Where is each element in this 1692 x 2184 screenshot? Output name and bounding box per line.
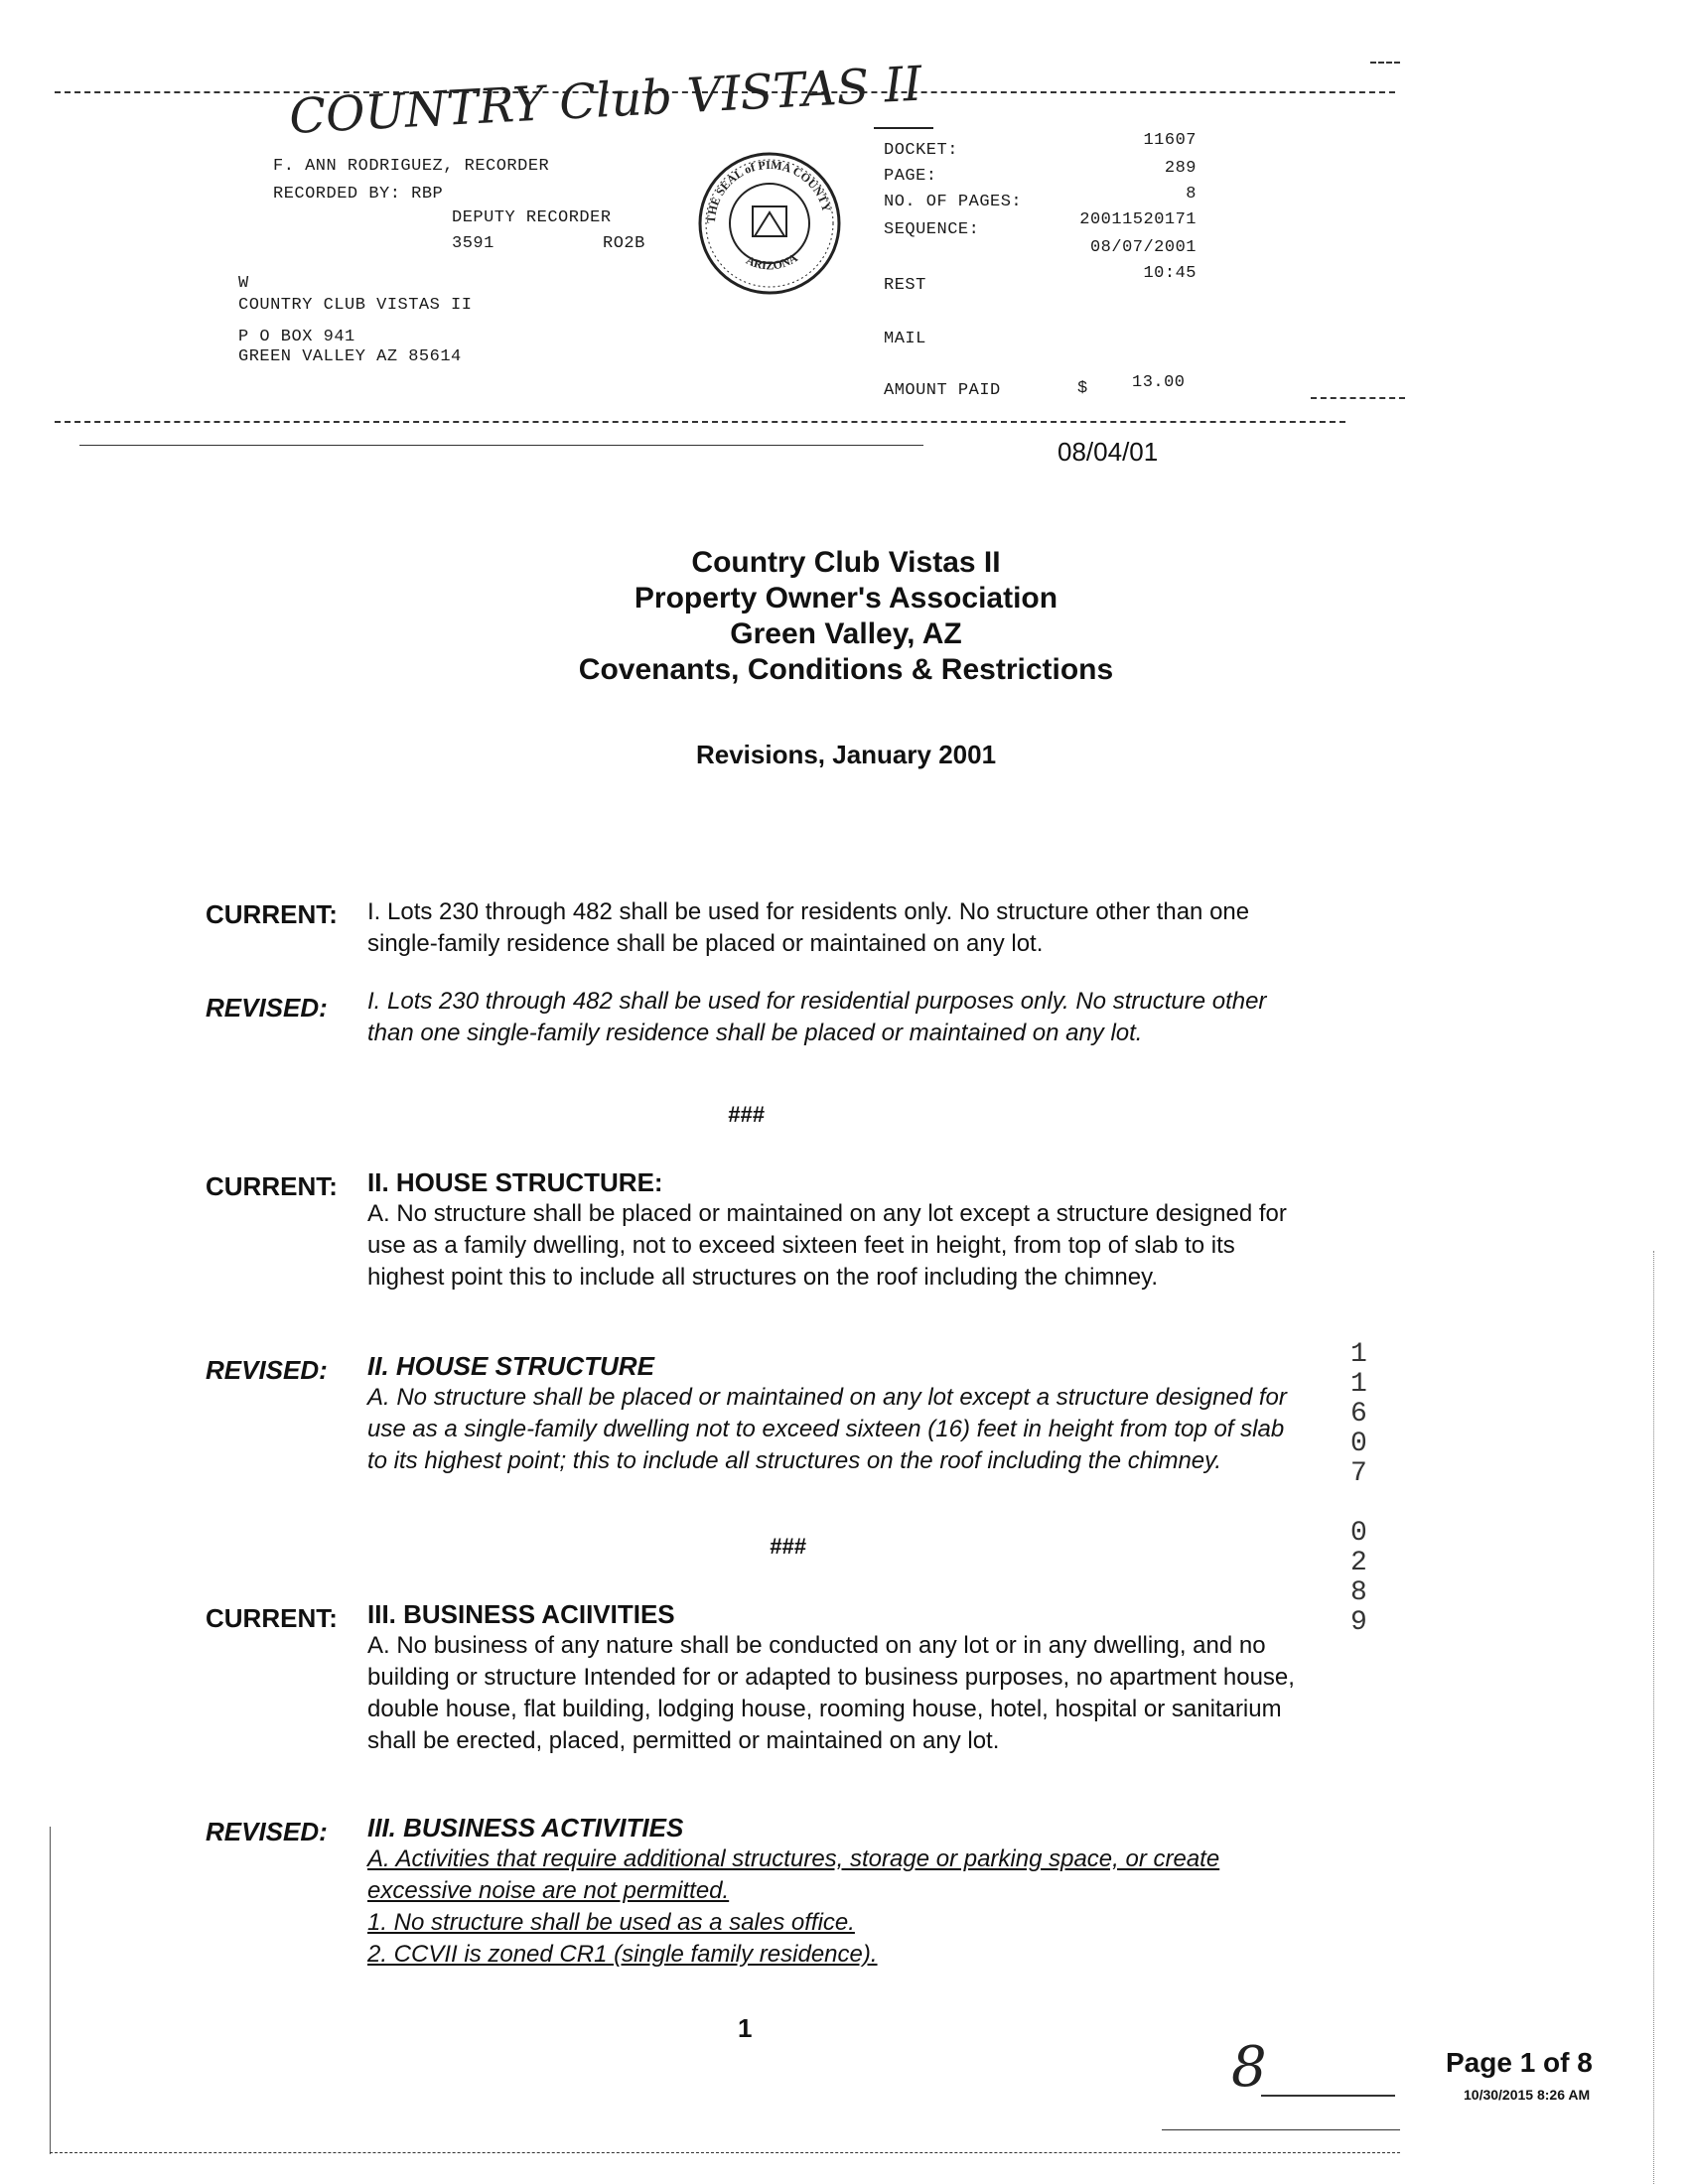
page-number: 1 bbox=[738, 2013, 753, 2043]
margin-digit: 0 bbox=[1350, 1429, 1367, 1459]
amount-label: AMOUNT PAID bbox=[884, 381, 1001, 400]
title-line-4: Covenants, Conditions & Restrictions bbox=[578, 653, 1114, 686]
margin-digit: 0 bbox=[1350, 1518, 1367, 1549]
s2-current-block bbox=[367, 1166, 1301, 1294]
right-scan-edge bbox=[1653, 1251, 1654, 2184]
docket-label: DOCKET: bbox=[884, 141, 958, 160]
bottom-rule bbox=[50, 2152, 1400, 2153]
s3-current-label: CURRENT: bbox=[206, 1603, 338, 1633]
s3-revised-line-1: A. Activities that require additional structures, storage or parking space, or create excessive noise are not permitted. bbox=[367, 1845, 1220, 1904]
sequence-label: SEQUENCE: bbox=[884, 220, 980, 239]
title-line-2: Property Owner's Association bbox=[634, 582, 1058, 614]
amount-value: 13.00 bbox=[1132, 373, 1186, 392]
pages-value: 8 bbox=[1186, 185, 1197, 204]
footer-timestamp: 10/30/2015 8:26 AM bbox=[1464, 2087, 1591, 2103]
top-right-dash bbox=[1370, 62, 1400, 64]
s2-current-heading: II. HOUSE STRUCTURE: bbox=[367, 1167, 663, 1197]
recorded-time: 10:45 bbox=[1143, 264, 1197, 283]
s3-revised-heading: III. BUSINESS ACTIVITIES bbox=[367, 1813, 684, 1843]
title-line-3: Green Valley, AZ bbox=[730, 617, 962, 650]
s3-revised-line-3: 2. CCVII is zoned CR1 (single family residence). bbox=[367, 1941, 878, 1968]
margin-digit: 2 bbox=[1350, 1548, 1367, 1578]
deputy-number: 3591 bbox=[452, 234, 494, 253]
address-name: COUNTRY CLUB VISTAS II bbox=[238, 296, 473, 315]
seal-bottom-text: ARIZONA bbox=[744, 250, 800, 273]
header-rule bbox=[55, 421, 1345, 423]
page-label: PAGE: bbox=[884, 167, 937, 186]
left-margin-line bbox=[50, 1827, 51, 2154]
recorded-date: 08/07/2001 bbox=[1089, 238, 1197, 257]
s3-revised-label: REVISED: bbox=[206, 1817, 328, 1846]
deputy-code: RO2B bbox=[603, 234, 645, 253]
margin-digit: 7 bbox=[1350, 1458, 1367, 1489]
address-city: GREEN VALLEY AZ 85614 bbox=[238, 347, 462, 366]
s3-revised-block bbox=[367, 1812, 1301, 1971]
handwritten-mark: 8 bbox=[1231, 2035, 1267, 2100]
s1-revised-label: REVISED: bbox=[206, 993, 328, 1023]
s2-revised-block bbox=[367, 1350, 1301, 1477]
county-seal bbox=[695, 149, 844, 298]
margin-digit: 1 bbox=[1350, 1339, 1367, 1370]
mail-label: MAIL bbox=[884, 330, 926, 348]
separator-1: ### bbox=[728, 1102, 765, 1127]
handwritten-title: COUNTRY Club VISTAS II bbox=[288, 56, 923, 145]
amount-currency: $ bbox=[1077, 379, 1088, 398]
s3-revised-line-2: 1. No structure shall be used as a sales office. bbox=[367, 1909, 855, 1936]
rest-label: REST bbox=[884, 276, 926, 295]
title-line-1: Country Club Vistas II bbox=[691, 546, 1001, 579]
revisions-date: Revisions, January 2001 bbox=[695, 740, 997, 769]
handwritten-mark-line bbox=[1261, 2095, 1395, 2097]
margin-digit: 8 bbox=[1350, 1577, 1367, 1608]
margin-docket-number bbox=[1350, 1340, 1367, 1638]
address-box: P O BOX 941 bbox=[238, 328, 355, 346]
s2-revised-text: A. No structure shall be placed or maintained on any lot except a structure designed for use as a single-family dwelling not to exceed sixteen (16) feet in height from top of slab to its highest point; this to include all structures on the roof including the chimney. bbox=[367, 1384, 1287, 1474]
s2-current-label: CURRENT: bbox=[206, 1171, 338, 1201]
s2-revised-label: REVISED: bbox=[206, 1355, 328, 1385]
address-w: W bbox=[238, 274, 249, 293]
handwritten-underline bbox=[874, 127, 933, 129]
s1-current-text: I. Lots 230 through 482 shall be used for residents only. No structure other than one single-family residence shall be placed or maintained on any lot. bbox=[367, 898, 1250, 957]
deputy-recorder: DEPUTY RECORDER bbox=[452, 208, 612, 227]
s1-revised-text: I. Lots 230 through 482 shall be used for residential purposes only. No structure other than one single-family residence shall be placed or maintained on any lot. bbox=[367, 988, 1267, 1046]
separator-2: ### bbox=[770, 1534, 806, 1559]
s3-current-heading: III. BUSINESS ACIIVITIES bbox=[367, 1599, 675, 1629]
margin-digit bbox=[1350, 1489, 1367, 1519]
svg-text:ARIZONA bbox=[744, 250, 800, 272]
s2-revised-heading: II. HOUSE STRUCTURE bbox=[367, 1351, 654, 1381]
margin-digit: 9 bbox=[1350, 1607, 1367, 1638]
recorder-name: F. ANN RODRIGUEZ, RECORDER bbox=[273, 157, 550, 176]
bottom-rule-short bbox=[1162, 2129, 1400, 2130]
sequence-value: 20011520171 bbox=[1079, 210, 1197, 229]
footer-page-label: Page 1 of 8 bbox=[1446, 2047, 1593, 2078]
seal-top-text: THE SEAL of PIMA COUNTY bbox=[703, 157, 834, 224]
s3-current-text: A. No business of any nature shall be conducted on any lot or in any dwelling, and no building or structure Intended for or adapted to business purposes, no apartment house, double house, flat building, lodging house, rooming house, hotel, hospital or sanitarium shall be erected, placed, permitted or maintained on any lot. bbox=[367, 1632, 1295, 1754]
s2-current-text: A. No structure shall be placed or maintained on any lot except a structure designed for use as a family dwelling, not to exceed sixteen feet in height, from top of slab to its highest point this to include all structures on the roof including the chimney. bbox=[367, 1200, 1287, 1291]
header-rule-lower bbox=[79, 445, 923, 446]
date-stamp: 08/04/01 bbox=[1058, 437, 1159, 467]
margin-digit: 1 bbox=[1350, 1369, 1367, 1400]
s3-current-block bbox=[367, 1598, 1301, 1757]
docket-value: 11607 bbox=[1143, 131, 1197, 150]
pages-label: NO. OF PAGES: bbox=[884, 193, 1023, 211]
margin-digit: 6 bbox=[1350, 1399, 1367, 1430]
s1-current-label: CURRENT: bbox=[206, 899, 338, 929]
page-value: 289 bbox=[1164, 159, 1197, 178]
header-rule-right bbox=[1311, 397, 1405, 399]
recorded-by: RECORDED BY: RBP bbox=[273, 185, 444, 204]
